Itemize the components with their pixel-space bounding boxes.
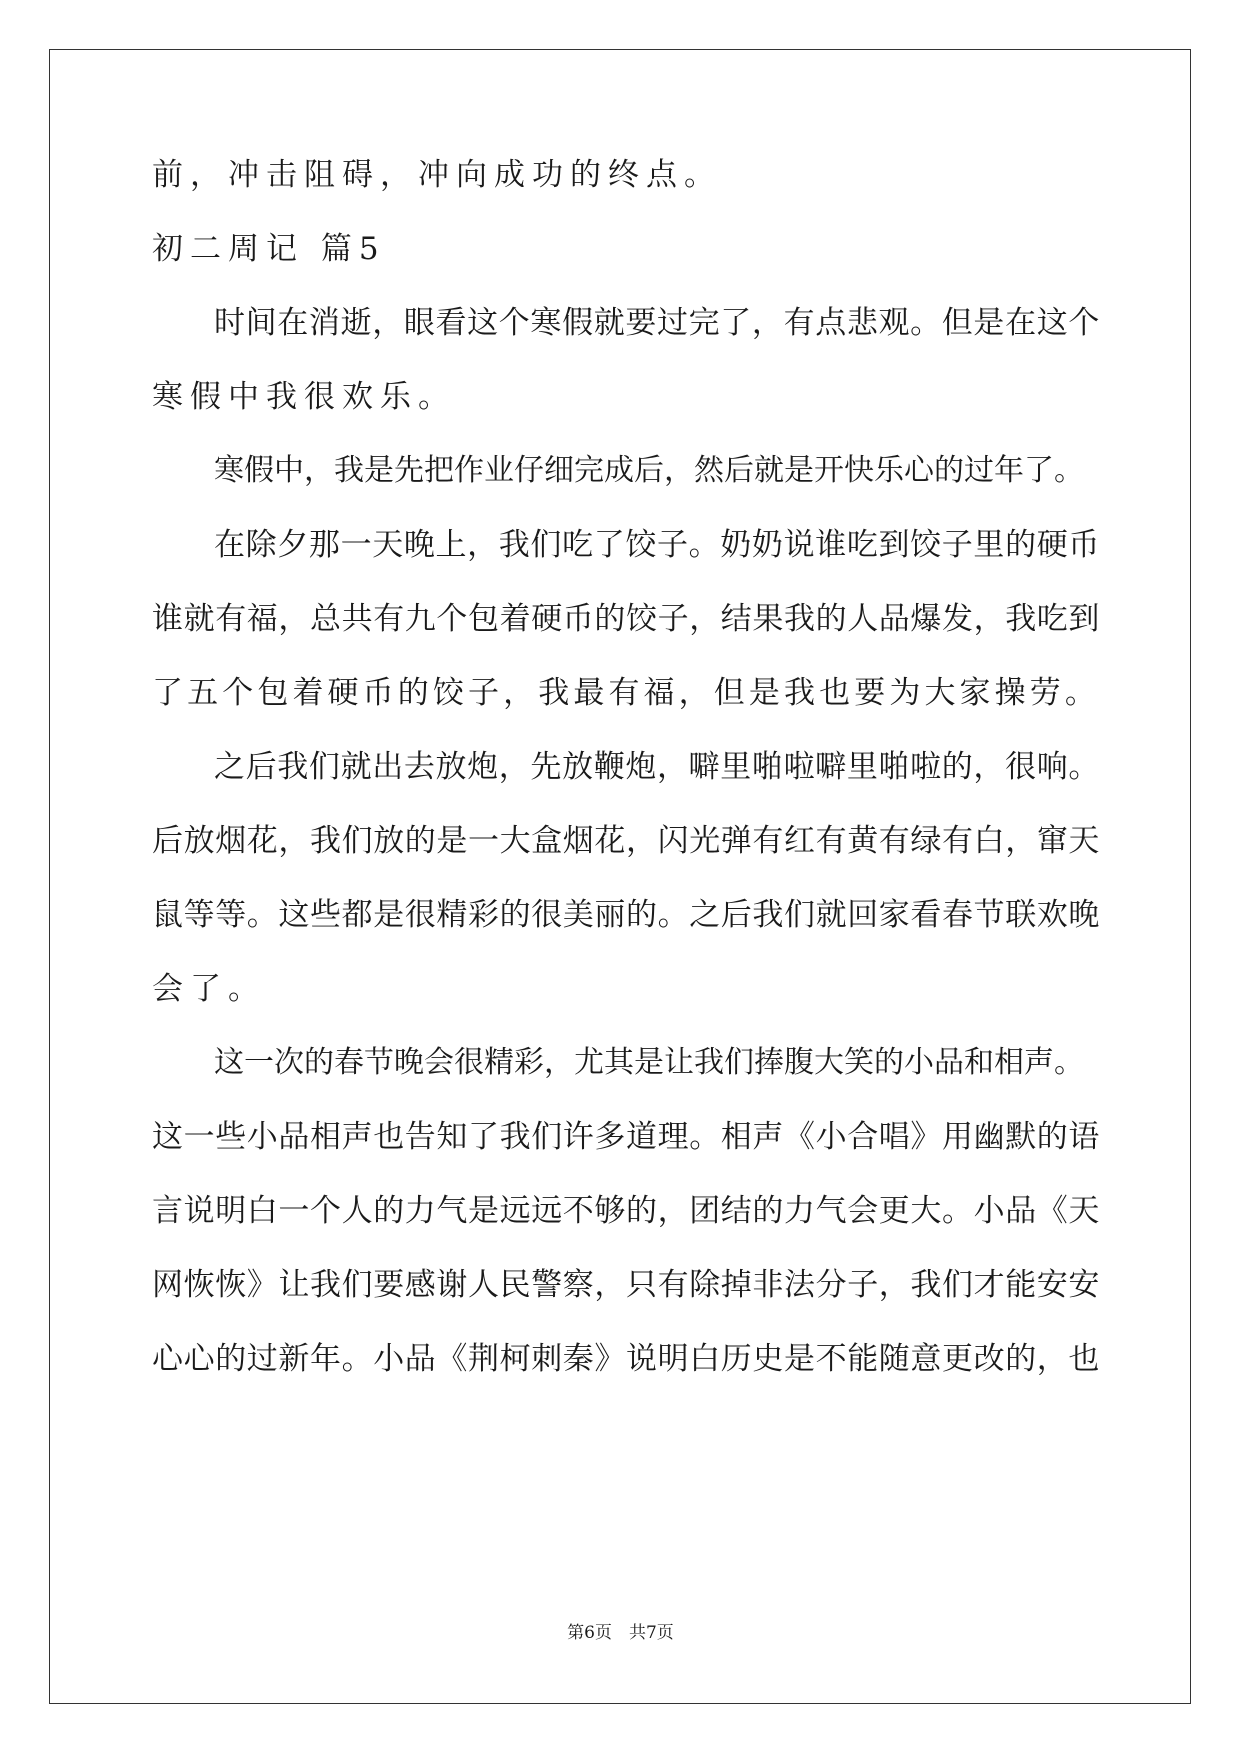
text-line-4: 寒假中我很欢乐。 <box>152 379 456 415</box>
text-line-15: 言说明白一个人的力气是远远不够的，团结的力气会更大。小品《天 <box>152 1193 1100 1229</box>
text-line-7: 谁就有福，总共有九个包着硬币的饺子，结果我的人品爆发，我吃到 <box>152 601 1100 637</box>
text-line-17: 心心的过新年。小品《荆柯刺秦》说明白历史是不能随意更改的，也 <box>152 1341 1100 1377</box>
page-number-footer: 第6页 共7页 <box>567 1623 674 1643</box>
page-border <box>49 49 1191 1704</box>
text-line-1: 前，冲击阻碍，冲向成功的终点。 <box>152 157 722 193</box>
text-line-14: 这一些小品相声也告知了我们许多道理。相声《小合唱》用幽默的语 <box>152 1119 1100 1155</box>
text-line-13: 这一次的春节晚会很精彩，尤其是让我们捧腹大笑的小品和相声。 <box>214 1045 1084 1080</box>
text-line-12: 会了。 <box>152 971 266 1007</box>
text-line-6: 在除夕那一天晚上，我们吃了饺子。奶奶说谁吃到饺子里的硬币 <box>214 527 1100 563</box>
text-line-11: 鼠等等。这些都是很精彩的很美丽的。之后我们就回家看春节联欢晚 <box>152 897 1100 933</box>
text-line-8: 了五个包着硬币的饺子，我最有福，但是我也要为大家操劳。 <box>152 675 1100 711</box>
text-line-16: 网恢恢》让我们要感谢人民警察，只有除掉非法分子，我们才能安安 <box>152 1267 1100 1303</box>
text-line-3: 时间在消逝，眼看这个寒假就要过完了，有点悲观。但是在这个 <box>214 305 1100 341</box>
section-heading: 初二周记 篇5 <box>152 231 386 267</box>
text-line-10: 后放烟花，我们放的是一大盒烟花，闪光弹有红有黄有绿有白，窜天 <box>152 823 1100 859</box>
text-line-5: 寒假中，我是先把作业仔细完成后，然后就是开快乐心的过年了。 <box>214 453 1084 488</box>
text-line-9: 之后我们就出去放炮，先放鞭炮，噼里啪啦噼里啪啦的，很响。 <box>214 749 1100 785</box>
